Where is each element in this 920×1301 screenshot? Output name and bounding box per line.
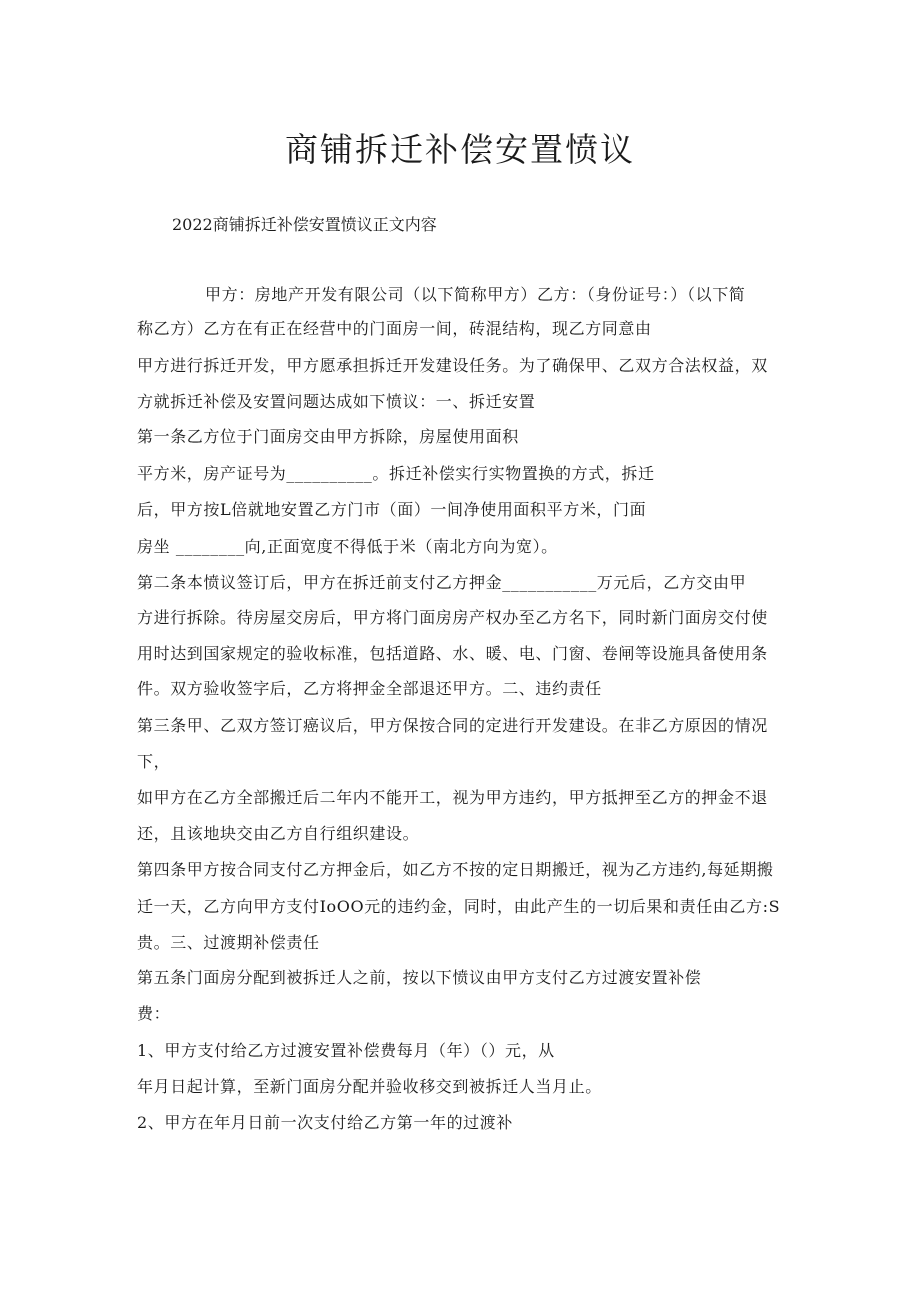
body-line-9: 第二条本愤议签订后，甲方在拆迁前支付乙方押金___________万元后，乙方交由甲 xyxy=(137,573,747,592)
body-line-4: 方就拆迁补偿及安置问题达成如下愤议：一、拆迁安置 xyxy=(137,392,536,411)
body-line-7: 后，甲方按L倍就地安置乙方门市（面）一间净使用面积平方米，门面 xyxy=(137,500,647,519)
body-line-17: 第四条甲方按合同支付乙方押金后，如乙方不按的定日期搬迁，视为乙方违约,每延期搬 xyxy=(137,860,774,879)
body-line-10: 方进行拆除。待房屋交房后，甲方将门面房房产权办至乙方名下，同时新门面房交付使 xyxy=(137,608,768,627)
body-line-8: 房坐 ________向,正面宽度不得低于米（南北方向为宽）。 xyxy=(137,537,558,556)
body-line-18: 迁一天，乙方向甲方支付IoOO元的违约金，同时，由此产生的一切后果和责任由乙方:S xyxy=(137,897,781,916)
body-line-15: 如甲方在乙方全部搬迁后二年内不能开工，视为甲方违约，甲方抵押至乙方的押金不退 xyxy=(137,788,768,807)
body-line-20: 第五条门面房分配到被拆迁人之前，按以下愤议由甲方支付乙方过渡安置补偿 xyxy=(137,968,702,987)
body-line-3: 甲方进行拆迁开发，甲方愿承担拆迁开发建设任务。为了确保甲、乙双方合法权益，双 xyxy=(137,356,768,375)
body-line-11: 用时达到国家规定的验收标准，包括道路、水、暖、电、门窗、卷闸等设施具备使用条 xyxy=(137,644,768,663)
body-line-6: 平方米，房产证号为__________。拆迁补偿实行实物置换的方式，拆迁 xyxy=(137,464,655,483)
body-line-23: 年月日起计算，至新门面房分配并验收移交到被拆迁人当月止。 xyxy=(137,1077,602,1096)
body-line-24: 2、甲方在年月日前一次支付给乙方第一年的过渡补 xyxy=(137,1113,513,1132)
body-line-2: 称乙方）乙方在有正在经营中的门面房一间，砖混结构，现乙方同意由 xyxy=(137,319,652,338)
body-line-14: 下， xyxy=(137,752,171,771)
document-subtitle: 2022商铺拆迁补偿安置愤议正文内容 xyxy=(172,215,437,234)
body-line-21: 费： xyxy=(137,1004,171,1023)
body-line-1: 甲方：房地产开发有限公司（以下简称甲方）乙方：（身份证号：）（以下简 xyxy=(205,285,746,304)
body-line-16: 还，且该地块交由乙方自行组织建设。 xyxy=(137,824,420,843)
body-line-13: 第三条甲、乙双方签订癌议后，甲方保按合同的定进行开发建设。在非乙方原因的情况 xyxy=(137,716,768,735)
body-line-12: 件。双方验收签字后，乙方将押金全部退还甲方。二、违约责任 xyxy=(137,679,602,698)
body-line-19: 贵。三、过渡期补偿责任 xyxy=(137,933,320,952)
body-line-22: 1、甲方支付给乙方过渡安置补偿费每月（年）（）元，从 xyxy=(137,1041,555,1060)
document-title: 商铺拆迁补偿安置愤议 xyxy=(285,130,635,169)
body-line-5: 第一条乙方位于门面房交由甲方拆除，房屋使用面积 xyxy=(137,427,519,446)
